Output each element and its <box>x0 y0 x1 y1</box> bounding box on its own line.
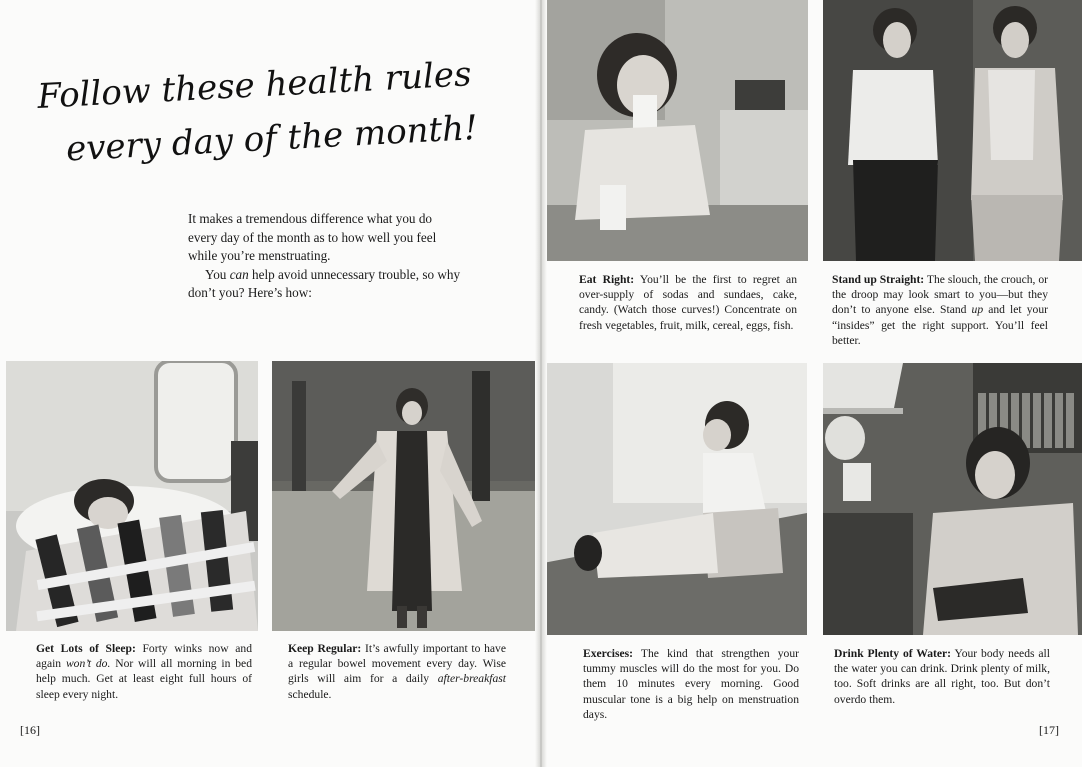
photo-girl-walking <box>272 361 538 631</box>
intro-paragraph-1: It makes a tremendous difference what you do every day of the month as to how well you feel while you’re menstruating. <box>188 211 437 263</box>
page-number-right: [17] <box>1039 723 1059 737</box>
caption-eat: Eat Right: You’ll be the first to regret an over-supply of sodas and sundaes, cake, candy. (Watch those curves!) Concentrate on fresh vegetables, fruit, milk, cereal, eggs, fish. <box>579 273 797 332</box>
caption-stand: Stand up Straight: The slouch, the crouch, or the droop may look smart to you—but they don’t to anyone else. Stand up and let your “insides” get the right support. You’ll feel better. <box>832 273 1048 347</box>
intro-text <box>188 210 464 303</box>
photo-girl-sleeping <box>6 361 258 631</box>
page-number-left: [16] <box>20 723 40 737</box>
caption-sleep-title: Get Lots of Sleep: <box>36 642 136 655</box>
caption-exercise-title: Exercises: <box>583 647 634 660</box>
caption-regular: Keep Regular: It’s awfully important to have a regular bowel movement every day. Wise girls will aim for a daily after-breakfast schedule. <box>288 642 506 701</box>
book-gutter <box>535 0 547 767</box>
emphasis-can: can <box>229 266 249 282</box>
caption-exercise: Exercises: The kind that strengthen your tummy muscles will do the most for you. Do them 10 minutes every morning. Good muscular tone is a big help on menstruation days. <box>583 647 799 721</box>
intro-paragraph-2: You can help avoid unnecessary trouble, so why don’t you? Here’s how: <box>188 266 461 300</box>
headline-line-2: every day of the month! <box>65 107 479 170</box>
caption-water: Drink Plenty of Water: Your body needs all the water you can drink. Drink plenty of milk, too. Soft drinks are all right, too. But don’t overdo them. <box>834 647 1050 706</box>
handwritten-headline <box>36 47 481 178</box>
caption-stand-title: Stand up Straight: <box>832 273 925 286</box>
caption-eat-title: Eat Right: <box>579 273 635 286</box>
caption-water-title: Drink Plenty of Water: <box>834 647 952 660</box>
photo-girl-exercising <box>543 363 807 635</box>
caption-sleep: Get Lots of Sleep: Forty winks now and again won’t do. Nor will all morning in bed help much. Get at least eight full hours of sleep every night. <box>36 642 252 701</box>
caption-regular-title: Keep Regular: <box>288 642 362 655</box>
photo-posture-comparison <box>823 0 1082 261</box>
right-page <box>541 0 1082 767</box>
photo-girl-reading-with-water <box>823 363 1082 635</box>
photo-girl-drinking-milk <box>545 0 808 261</box>
headline-line-1: Follow these health rules <box>36 54 473 117</box>
